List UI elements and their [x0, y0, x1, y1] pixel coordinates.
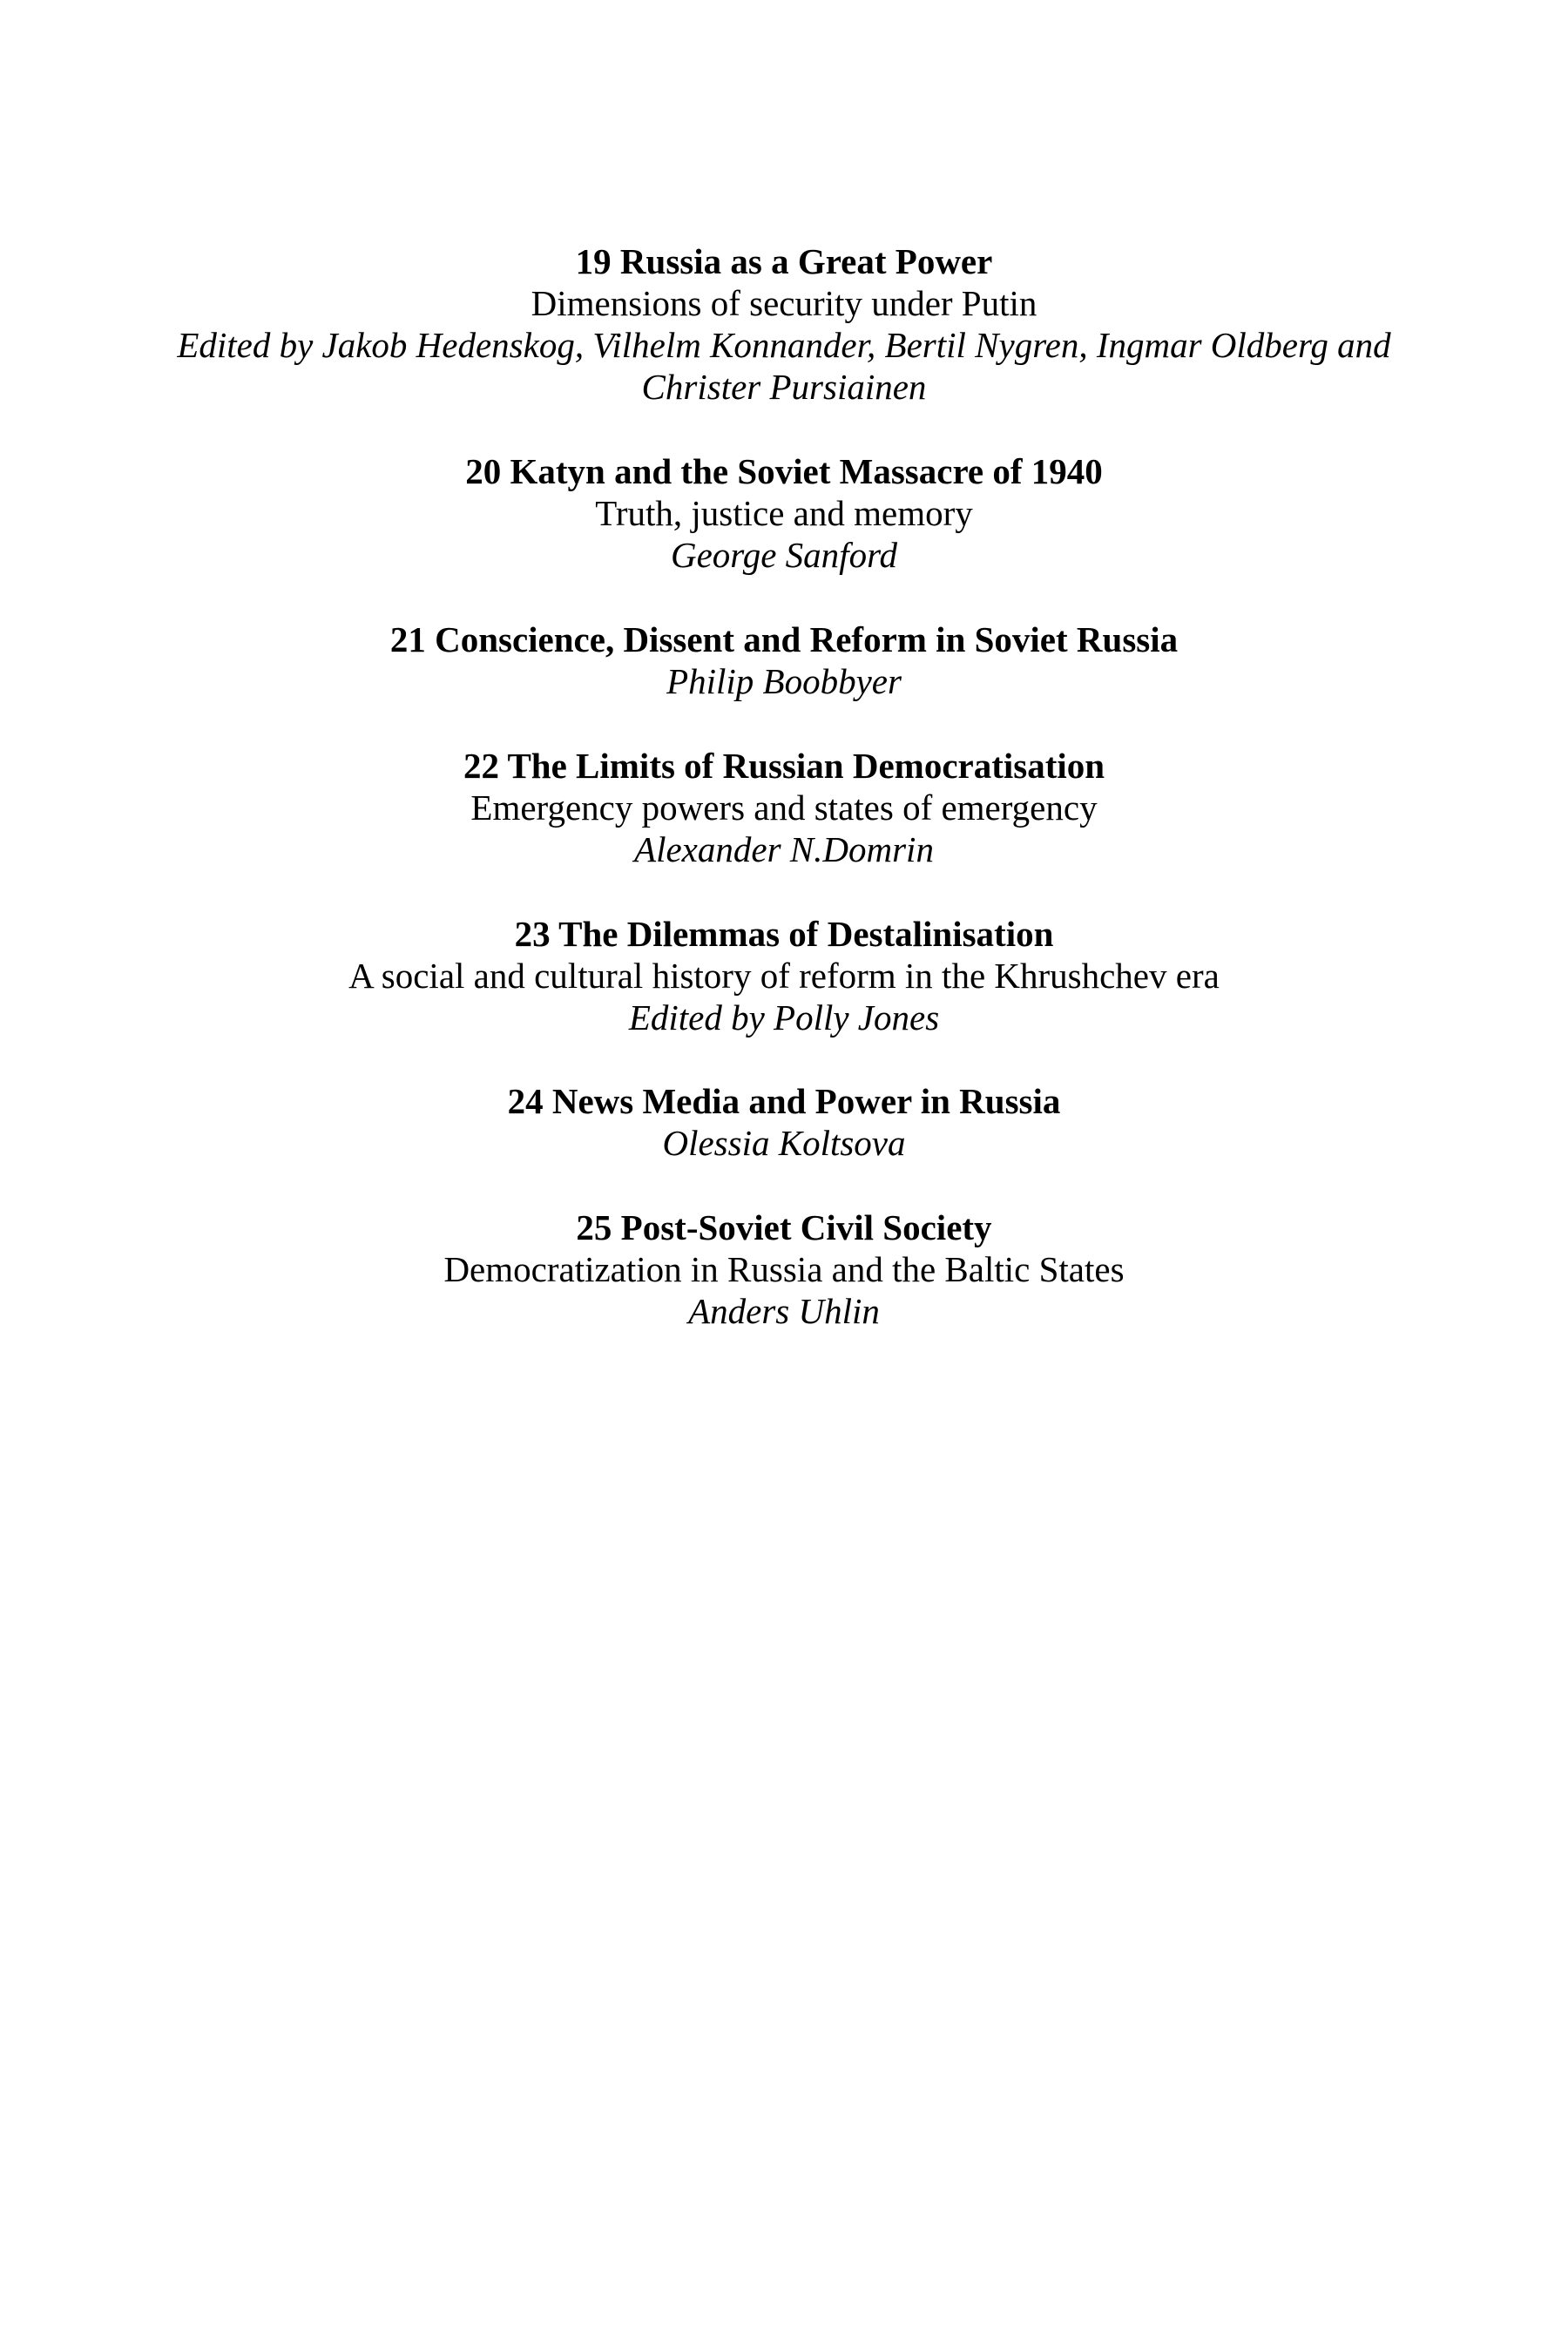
book-subtitle: Democratization in Russia and the Baltic States: [443, 1249, 1125, 1289]
book-author: Edited by Jakob Hedenskog, Vilhelm Konnander, Bertil Nygren, Ingmar Oldberg and: [177, 325, 1391, 365]
book-title: 21 Conscience, Dissent and Reform in Soviet Russia: [389, 619, 1179, 659]
book-author: Olessia Koltsova: [662, 1123, 906, 1163]
book-subtitle: Dimensions of security under Putin: [531, 283, 1037, 323]
book-title: 24 News Media and Power in Russia: [507, 1081, 1061, 1121]
book-title: 23 The Dilemmas of Destalinisation: [514, 914, 1054, 954]
series-entry-19: [87, 240, 1481, 408]
book-author: George Sanford: [670, 535, 897, 575]
series-entry-21: [87, 618, 1481, 702]
book-subtitle: Truth, justice and memory: [595, 493, 973, 533]
book-subtitle: A social and cultural history of reform in the Khrushchev era: [348, 956, 1220, 996]
book-author: Philip Boobbyer: [666, 661, 902, 701]
book-author: Alexander N.Domrin: [634, 829, 934, 869]
book-author-continued: Christer Pursiainen: [641, 367, 927, 407]
book-title: 19 Russia as a Great Power: [575, 241, 993, 281]
series-entry-23: [87, 913, 1481, 1038]
book-subtitle: Emergency powers and states of emergency: [470, 787, 1098, 828]
book-author: Anders Uhlin: [688, 1291, 880, 1331]
series-entry-22: [87, 745, 1481, 870]
book-title: 20 Katyn and the Soviet Massacre of 1940: [465, 451, 1103, 491]
book-author: Edited by Polly Jones: [628, 997, 940, 1037]
series-entry-20: [87, 450, 1481, 576]
series-entry-25: [87, 1206, 1481, 1332]
book-title: 22 The Limits of Russian Democratisation: [463, 746, 1105, 786]
book-title: 25 Post-Soviet Civil Society: [576, 1207, 992, 1247]
series-entry-24: [87, 1080, 1481, 1164]
